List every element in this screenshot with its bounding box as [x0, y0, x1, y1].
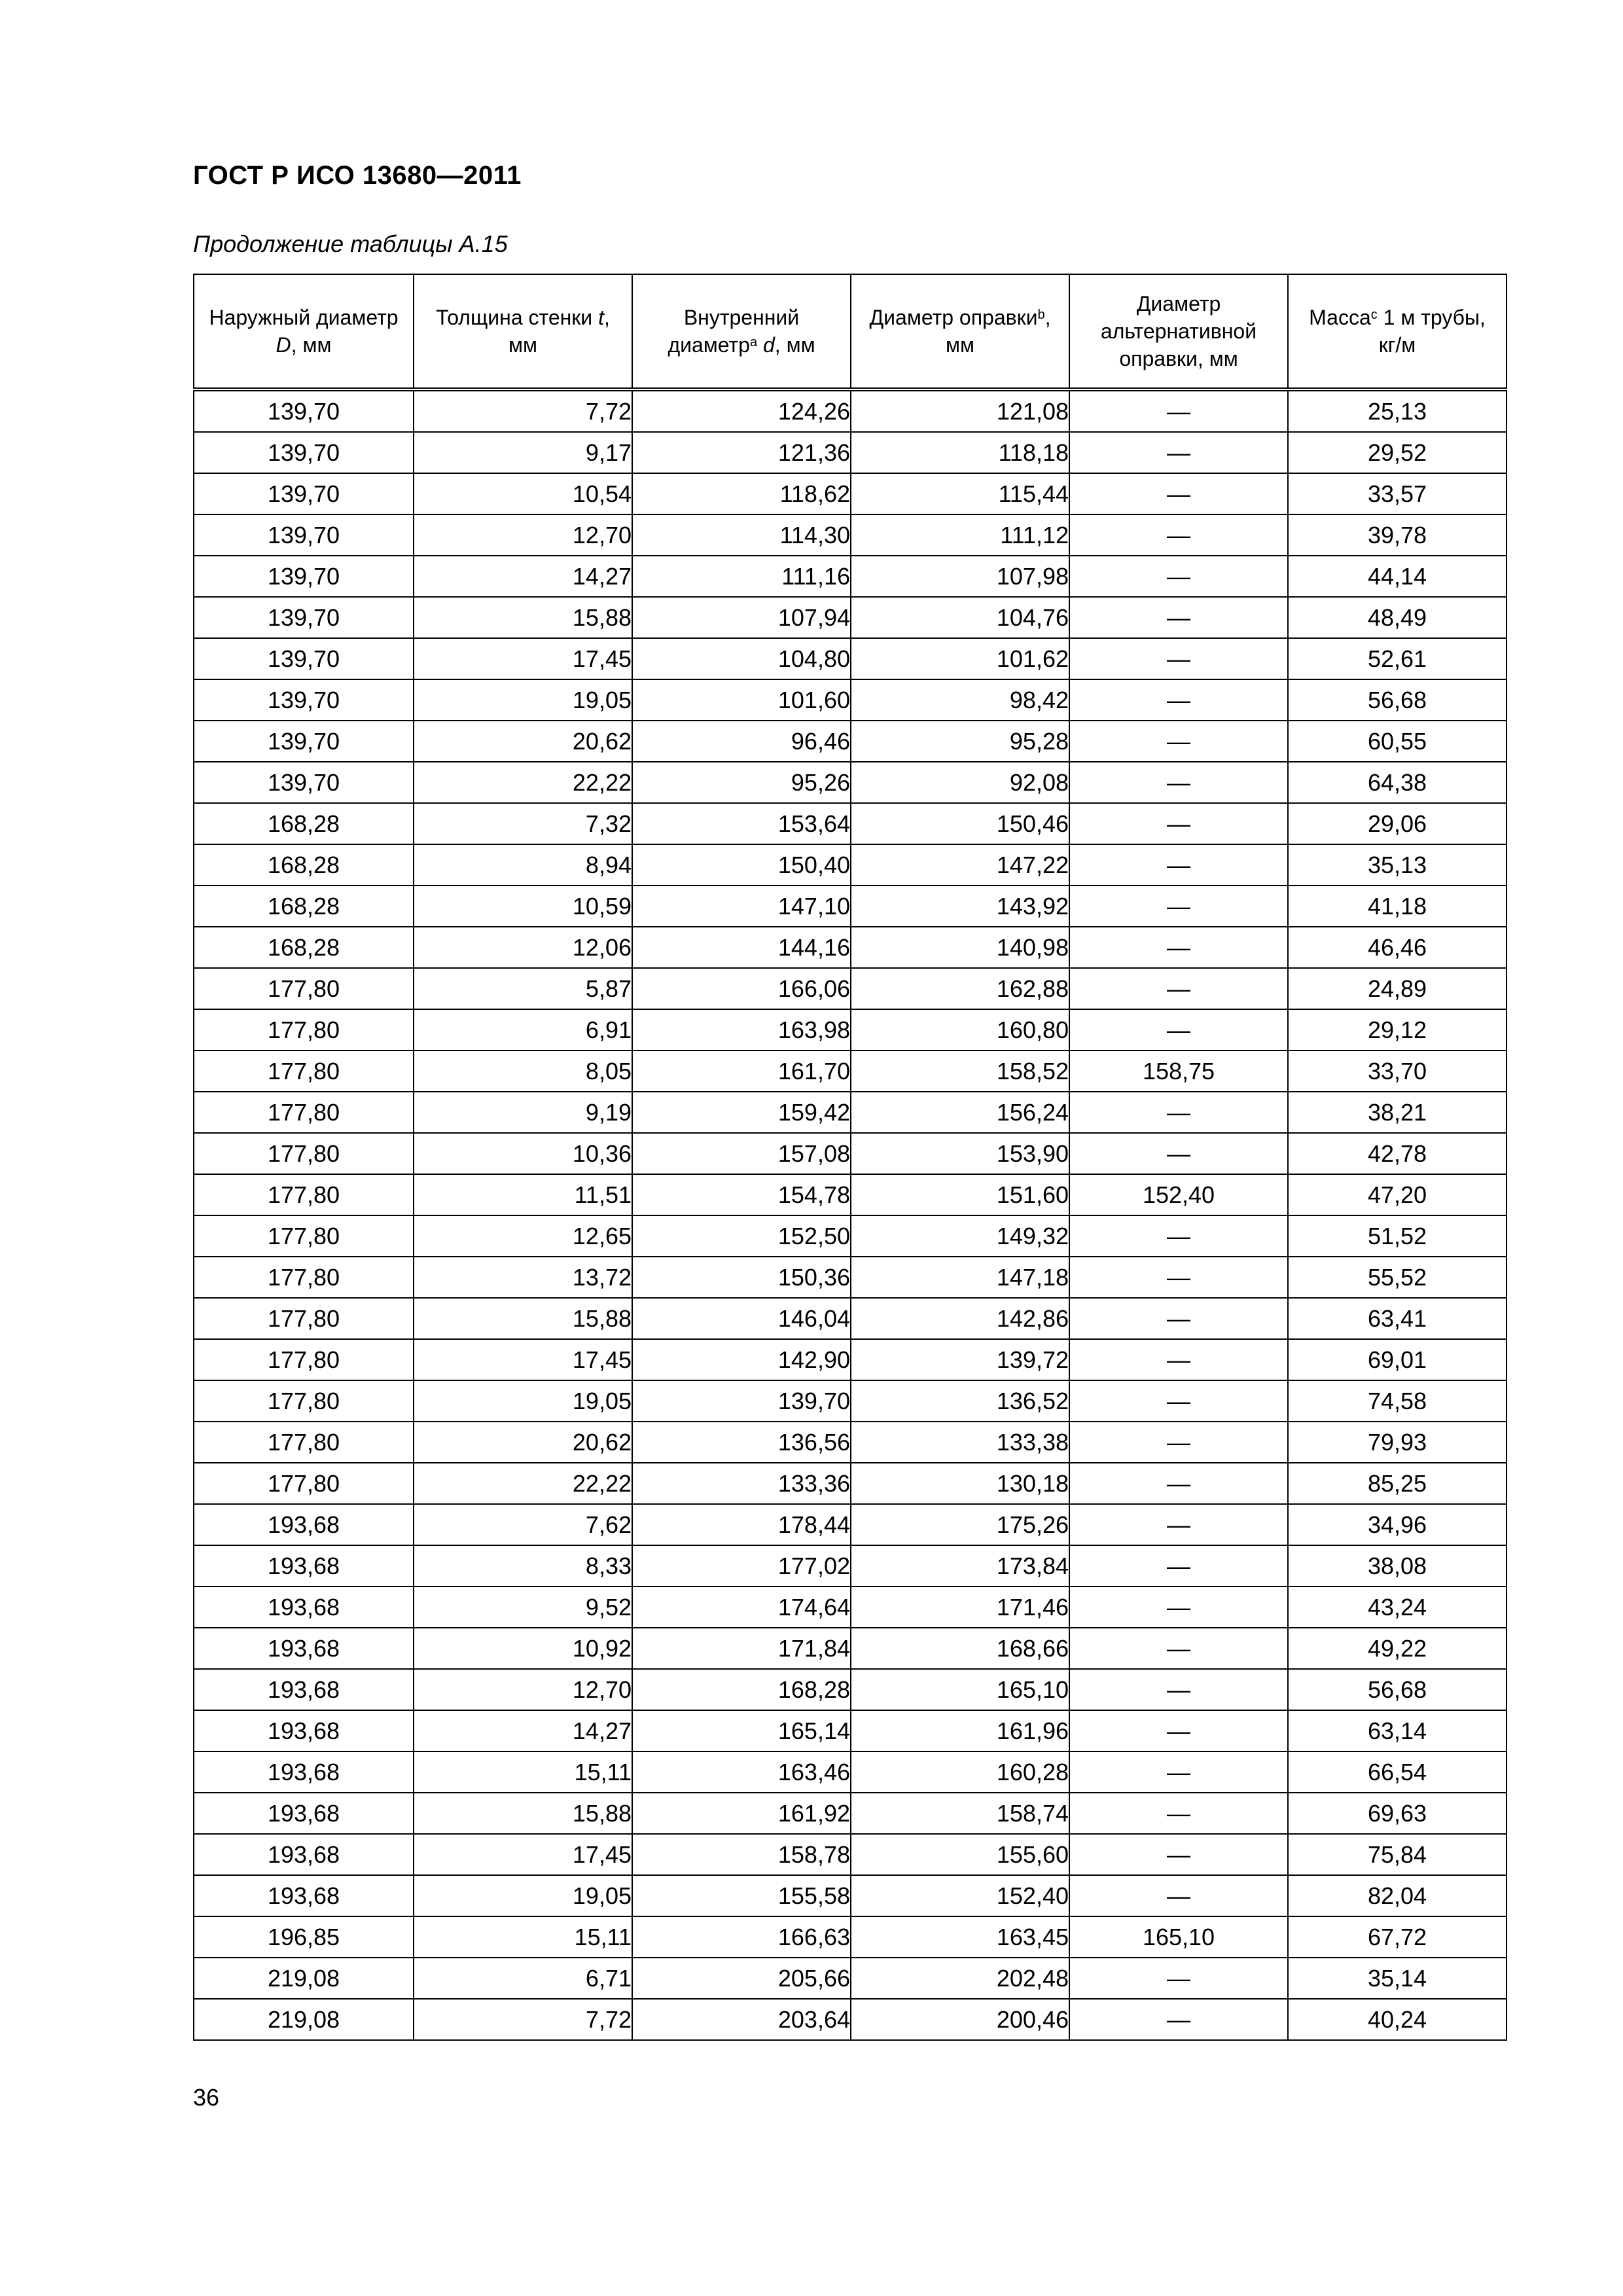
cell-wall-thickness: 10,92 — [414, 1628, 632, 1669]
cell-outer-diameter: 219,08 — [194, 1999, 414, 2040]
cell-mass: 75,84 — [1288, 1834, 1507, 1875]
cell-outer-diameter: 177,80 — [194, 1050, 414, 1092]
cell-inner-diameter: 139,70 — [632, 1380, 851, 1422]
cell-alt-mandrel-diameter: — — [1069, 638, 1288, 679]
cell-mandrel-diameter: 95,28 — [851, 721, 1069, 762]
cell-inner-diameter: 133,36 — [632, 1463, 851, 1504]
table-row — [194, 1958, 1507, 1999]
cell-mandrel-diameter: 160,80 — [851, 1009, 1069, 1050]
cell-wall-thickness: 17,45 — [414, 638, 632, 679]
table-row — [194, 1009, 1507, 1050]
cell-wall-thickness: 9,17 — [414, 432, 632, 473]
cell-alt-mandrel-diameter: — — [1069, 1215, 1288, 1257]
cell-inner-diameter: 107,94 — [632, 597, 851, 638]
header-mass: Масса$^c$ 1 м трубы, кг/м — [1288, 274, 1507, 389]
cell-alt-mandrel-diameter: — — [1069, 1092, 1288, 1133]
cell-mandrel-diameter: 152,40 — [851, 1875, 1069, 1916]
cell-wall-thickness: 15,88 — [414, 1298, 632, 1339]
cell-mandrel-diameter: 104,76 — [851, 597, 1069, 638]
cell-mass: 24,89 — [1288, 968, 1507, 1009]
cell-mass: 56,68 — [1288, 679, 1507, 721]
cell-alt-mandrel-diameter: — — [1069, 721, 1288, 762]
cell-mandrel-diameter: 158,74 — [851, 1793, 1069, 1834]
pipe-dimensions-table — [193, 274, 1507, 2041]
cell-inner-diameter: 159,42 — [632, 1092, 851, 1133]
cell-outer-diameter: 177,80 — [194, 1422, 414, 1463]
cell-inner-diameter: 144,16 — [632, 927, 851, 968]
table-body — [194, 389, 1507, 2040]
cell-inner-diameter: 163,46 — [632, 1751, 851, 1793]
cell-wall-thickness: 6,71 — [414, 1958, 632, 1999]
page-number: 36 — [193, 2084, 220, 2111]
cell-mandrel-diameter: 142,86 — [851, 1298, 1069, 1339]
cell-mandrel-diameter: 140,98 — [851, 927, 1069, 968]
cell-mass: 42,78 — [1288, 1133, 1507, 1174]
cell-mass: 47,20 — [1288, 1174, 1507, 1215]
cell-wall-thickness: 22,22 — [414, 762, 632, 803]
cell-inner-diameter: 101,60 — [632, 679, 851, 721]
cell-alt-mandrel-diameter: — — [1069, 762, 1288, 803]
cell-mass: 29,06 — [1288, 803, 1507, 844]
table-row — [194, 1916, 1507, 1958]
cell-mass: 35,14 — [1288, 1958, 1507, 1999]
table-header-row — [194, 274, 1507, 389]
cell-alt-mandrel-diameter: — — [1069, 1504, 1288, 1545]
cell-mandrel-diameter: 165,10 — [851, 1669, 1069, 1710]
cell-outer-diameter: 193,68 — [194, 1834, 414, 1875]
cell-mandrel-diameter: 121,08 — [851, 389, 1069, 432]
cell-outer-diameter: 139,70 — [194, 473, 414, 514]
cell-inner-diameter: 104,80 — [632, 638, 851, 679]
cell-mandrel-diameter: 162,88 — [851, 968, 1069, 1009]
cell-inner-diameter: 114,30 — [632, 514, 851, 556]
cell-wall-thickness: 12,70 — [414, 514, 632, 556]
table-row — [194, 1463, 1507, 1504]
cell-mandrel-diameter: 156,24 — [851, 1092, 1069, 1133]
cell-inner-diameter: 205,66 — [632, 1958, 851, 1999]
cell-alt-mandrel-diameter: — — [1069, 968, 1288, 1009]
cell-alt-mandrel-diameter: — — [1069, 1257, 1288, 1298]
cell-inner-diameter: 165,14 — [632, 1710, 851, 1751]
table-row — [194, 1587, 1507, 1628]
cell-wall-thickness: 9,52 — [414, 1587, 632, 1628]
cell-wall-thickness: 19,05 — [414, 679, 632, 721]
cell-alt-mandrel-diameter: — — [1069, 1834, 1288, 1875]
cell-outer-diameter: 168,28 — [194, 927, 414, 968]
cell-mandrel-diameter: 101,62 — [851, 638, 1069, 679]
cell-mandrel-diameter: 158,52 — [851, 1050, 1069, 1092]
cell-outer-diameter: 139,70 — [194, 638, 414, 679]
cell-alt-mandrel-diameter: 165,10 — [1069, 1916, 1288, 1958]
header-outer-diameter: Наружный диаметр D, мм — [194, 274, 414, 389]
table-row — [194, 1257, 1507, 1298]
cell-wall-thickness: 13,72 — [414, 1257, 632, 1298]
cell-mandrel-diameter: 98,42 — [851, 679, 1069, 721]
cell-mass: 29,12 — [1288, 1009, 1507, 1050]
cell-inner-diameter: 166,06 — [632, 968, 851, 1009]
cell-alt-mandrel-diameter: — — [1069, 886, 1288, 927]
cell-outer-diameter: 193,68 — [194, 1875, 414, 1916]
cell-mandrel-diameter: 130,18 — [851, 1463, 1069, 1504]
cell-outer-diameter: 177,80 — [194, 1339, 414, 1380]
cell-outer-diameter: 139,70 — [194, 679, 414, 721]
cell-outer-diameter: 139,70 — [194, 762, 414, 803]
cell-mass: 51,52 — [1288, 1215, 1507, 1257]
cell-wall-thickness: 12,65 — [414, 1215, 632, 1257]
cell-alt-mandrel-diameter: — — [1069, 1875, 1288, 1916]
cell-wall-thickness: 11,51 — [414, 1174, 632, 1215]
cell-wall-thickness: 8,05 — [414, 1050, 632, 1092]
cell-alt-mandrel-diameter: — — [1069, 1669, 1288, 1710]
cell-alt-mandrel-diameter: — — [1069, 1463, 1288, 1504]
cell-mandrel-diameter: 133,38 — [851, 1422, 1069, 1463]
cell-wall-thickness: 10,36 — [414, 1133, 632, 1174]
cell-mandrel-diameter: 111,12 — [851, 514, 1069, 556]
cell-wall-thickness: 7,72 — [414, 389, 632, 432]
cell-inner-diameter: 146,04 — [632, 1298, 851, 1339]
table-row — [194, 762, 1507, 803]
cell-mandrel-diameter: 160,28 — [851, 1751, 1069, 1793]
cell-mandrel-diameter: 92,08 — [851, 762, 1069, 803]
cell-wall-thickness: 14,27 — [414, 1710, 632, 1751]
header-wall-thickness: Толщина стенки t, мм — [414, 274, 632, 389]
cell-wall-thickness: 5,87 — [414, 968, 632, 1009]
cell-mandrel-diameter: 155,60 — [851, 1834, 1069, 1875]
cell-inner-diameter: 124,26 — [632, 389, 851, 432]
cell-wall-thickness: 10,54 — [414, 473, 632, 514]
cell-outer-diameter: 193,68 — [194, 1587, 414, 1628]
table-row — [194, 1834, 1507, 1875]
cell-alt-mandrel-diameter: — — [1069, 597, 1288, 638]
cell-mass: 60,55 — [1288, 721, 1507, 762]
cell-outer-diameter: 139,70 — [194, 597, 414, 638]
table-row — [194, 1793, 1507, 1834]
cell-mass: 63,41 — [1288, 1298, 1507, 1339]
cell-wall-thickness: 15,11 — [414, 1751, 632, 1793]
cell-wall-thickness: 17,45 — [414, 1339, 632, 1380]
cell-mass: 41,18 — [1288, 886, 1507, 927]
cell-mass: 64,38 — [1288, 762, 1507, 803]
cell-mass: 43,24 — [1288, 1587, 1507, 1628]
cell-mandrel-diameter: 136,52 — [851, 1380, 1069, 1422]
cell-outer-diameter: 139,70 — [194, 389, 414, 432]
cell-mass: 39,78 — [1288, 514, 1507, 556]
cell-outer-diameter: 177,80 — [194, 1009, 414, 1050]
table-row — [194, 1999, 1507, 2040]
cell-outer-diameter: 168,28 — [194, 844, 414, 886]
cell-mandrel-diameter: 115,44 — [851, 473, 1069, 514]
cell-wall-thickness: 8,33 — [414, 1545, 632, 1587]
table-row — [194, 556, 1507, 597]
cell-mass: 49,22 — [1288, 1628, 1507, 1669]
table-row — [194, 597, 1507, 638]
cell-outer-diameter: 177,80 — [194, 1463, 414, 1504]
cell-mass: 29,52 — [1288, 432, 1507, 473]
cell-inner-diameter: 157,08 — [632, 1133, 851, 1174]
header-inner-diameter: Внутренний диаметр$^a$ d, мм — [632, 274, 851, 389]
cell-inner-diameter: 150,40 — [632, 844, 851, 886]
table-row — [194, 1133, 1507, 1174]
table-row — [194, 844, 1507, 886]
cell-mass: 40,24 — [1288, 1999, 1507, 2040]
cell-mandrel-diameter: 149,32 — [851, 1215, 1069, 1257]
cell-mass: 74,58 — [1288, 1380, 1507, 1422]
table-row — [194, 1050, 1507, 1092]
cell-outer-diameter: 193,68 — [194, 1545, 414, 1587]
cell-wall-thickness: 12,70 — [414, 1669, 632, 1710]
table-row — [194, 1174, 1507, 1215]
cell-wall-thickness: 7,62 — [414, 1504, 632, 1545]
cell-alt-mandrel-diameter: — — [1069, 556, 1288, 597]
cell-alt-mandrel-diameter: — — [1069, 1422, 1288, 1463]
cell-outer-diameter: 177,80 — [194, 1380, 414, 1422]
cell-mass: 35,13 — [1288, 844, 1507, 886]
cell-wall-thickness: 7,72 — [414, 1999, 632, 2040]
table-row — [194, 1875, 1507, 1916]
table-row — [194, 473, 1507, 514]
cell-outer-diameter: 177,80 — [194, 1298, 414, 1339]
cell-mass: 33,57 — [1288, 473, 1507, 514]
table-row — [194, 886, 1507, 927]
cell-alt-mandrel-diameter: — — [1069, 1545, 1288, 1587]
table-row — [194, 803, 1507, 844]
cell-mass: 69,01 — [1288, 1339, 1507, 1380]
cell-outer-diameter: 193,68 — [194, 1710, 414, 1751]
table-caption: Продолжение таблицы А.15 — [193, 230, 508, 257]
cell-alt-mandrel-diameter: — — [1069, 1587, 1288, 1628]
cell-outer-diameter: 139,70 — [194, 721, 414, 762]
cell-mandrel-diameter: 118,18 — [851, 432, 1069, 473]
cell-mass: 48,49 — [1288, 597, 1507, 638]
cell-wall-thickness: 14,27 — [414, 556, 632, 597]
cell-mass: 85,25 — [1288, 1463, 1507, 1504]
cell-wall-thickness: 7,32 — [414, 803, 632, 844]
cell-alt-mandrel-diameter: — — [1069, 844, 1288, 886]
cell-inner-diameter: 147,10 — [632, 886, 851, 927]
cell-mandrel-diameter: 163,45 — [851, 1916, 1069, 1958]
cell-wall-thickness: 22,22 — [414, 1463, 632, 1504]
cell-inner-diameter: 136,56 — [632, 1422, 851, 1463]
cell-mass: 44,14 — [1288, 556, 1507, 597]
cell-mandrel-diameter: 147,18 — [851, 1257, 1069, 1298]
cell-alt-mandrel-diameter: — — [1069, 432, 1288, 473]
cell-mandrel-diameter: 202,48 — [851, 1958, 1069, 1999]
cell-outer-diameter: 193,68 — [194, 1751, 414, 1793]
cell-alt-mandrel-diameter: — — [1069, 1298, 1288, 1339]
cell-mandrel-diameter: 107,98 — [851, 556, 1069, 597]
cell-inner-diameter: 178,44 — [632, 1504, 851, 1545]
cell-mandrel-diameter: 171,46 — [851, 1587, 1069, 1628]
cell-mandrel-diameter: 168,66 — [851, 1628, 1069, 1669]
cell-mass: 52,61 — [1288, 638, 1507, 679]
cell-mass: 33,70 — [1288, 1050, 1507, 1092]
cell-alt-mandrel-diameter: — — [1069, 1999, 1288, 2040]
cell-wall-thickness: 8,94 — [414, 844, 632, 886]
cell-alt-mandrel-diameter: — — [1069, 1793, 1288, 1834]
cell-mandrel-diameter: 151,60 — [851, 1174, 1069, 1215]
cell-inner-diameter: 166,63 — [632, 1916, 851, 1958]
cell-inner-diameter: 177,02 — [632, 1545, 851, 1587]
table-row — [194, 1669, 1507, 1710]
cell-mass: 34,96 — [1288, 1504, 1507, 1545]
cell-mandrel-diameter: 200,46 — [851, 1999, 1069, 2040]
cell-outer-diameter: 193,68 — [194, 1504, 414, 1545]
cell-outer-diameter: 193,68 — [194, 1793, 414, 1834]
table-row — [194, 1215, 1507, 1257]
cell-outer-diameter: 168,28 — [194, 803, 414, 844]
cell-alt-mandrel-diameter: — — [1069, 514, 1288, 556]
cell-mass: 82,04 — [1288, 1875, 1507, 1916]
table-row — [194, 1628, 1507, 1669]
cell-mandrel-diameter: 150,46 — [851, 803, 1069, 844]
cell-inner-diameter: 155,58 — [632, 1875, 851, 1916]
cell-mandrel-diameter: 139,72 — [851, 1339, 1069, 1380]
cell-inner-diameter: 154,78 — [632, 1174, 851, 1215]
header-mandrel-diameter: Диаметр оправки$^b$, мм — [851, 274, 1069, 389]
cell-mass: 67,72 — [1288, 1916, 1507, 1958]
table-row — [194, 638, 1507, 679]
cell-inner-diameter: 111,16 — [632, 556, 851, 597]
cell-mass: 79,93 — [1288, 1422, 1507, 1463]
cell-inner-diameter: 95,26 — [632, 762, 851, 803]
cell-wall-thickness: 10,59 — [414, 886, 632, 927]
cell-outer-diameter: 168,28 — [194, 886, 414, 927]
table-row — [194, 968, 1507, 1009]
table-row — [194, 1545, 1507, 1587]
cell-outer-diameter: 177,80 — [194, 1257, 414, 1298]
cell-wall-thickness: 19,05 — [414, 1380, 632, 1422]
cell-wall-thickness: 12,06 — [414, 927, 632, 968]
cell-wall-thickness: 15,88 — [414, 1793, 632, 1834]
cell-outer-diameter: 139,70 — [194, 514, 414, 556]
cell-mass: 55,52 — [1288, 1257, 1507, 1298]
cell-mass: 66,54 — [1288, 1751, 1507, 1793]
cell-wall-thickness: 20,62 — [414, 1422, 632, 1463]
header-alt-mandrel-diameter: Диаметр альтернативной оправки, мм — [1069, 274, 1288, 389]
cell-inner-diameter: 152,50 — [632, 1215, 851, 1257]
cell-inner-diameter: 153,64 — [632, 803, 851, 844]
cell-inner-diameter: 174,64 — [632, 1587, 851, 1628]
cell-inner-diameter: 142,90 — [632, 1339, 851, 1380]
cell-outer-diameter: 193,68 — [194, 1628, 414, 1669]
cell-mass: 38,08 — [1288, 1545, 1507, 1587]
cell-outer-diameter: 177,80 — [194, 1215, 414, 1257]
cell-outer-diameter: 193,68 — [194, 1669, 414, 1710]
table-row — [194, 1751, 1507, 1793]
cell-inner-diameter: 96,46 — [632, 721, 851, 762]
table-row — [194, 721, 1507, 762]
cell-outer-diameter: 139,70 — [194, 556, 414, 597]
table-row — [194, 1298, 1507, 1339]
cell-outer-diameter: 177,80 — [194, 1174, 414, 1215]
cell-inner-diameter: 161,70 — [632, 1050, 851, 1092]
cell-alt-mandrel-diameter: — — [1069, 473, 1288, 514]
cell-outer-diameter: 139,70 — [194, 432, 414, 473]
cell-alt-mandrel-diameter: — — [1069, 1133, 1288, 1174]
cell-mandrel-diameter: 173,84 — [851, 1545, 1069, 1587]
cell-alt-mandrel-diameter: 158,75 — [1069, 1050, 1288, 1092]
cell-alt-mandrel-diameter: — — [1069, 1710, 1288, 1751]
cell-alt-mandrel-diameter: — — [1069, 803, 1288, 844]
cell-inner-diameter: 150,36 — [632, 1257, 851, 1298]
cell-inner-diameter: 118,62 — [632, 473, 851, 514]
table-row — [194, 1504, 1507, 1545]
cell-wall-thickness: 6,91 — [414, 1009, 632, 1050]
cell-mandrel-diameter: 161,96 — [851, 1710, 1069, 1751]
cell-alt-mandrel-diameter: — — [1069, 389, 1288, 432]
cell-alt-mandrel-diameter: — — [1069, 1380, 1288, 1422]
cell-inner-diameter: 203,64 — [632, 1999, 851, 2040]
table-row — [194, 1092, 1507, 1133]
cell-alt-mandrel-diameter: — — [1069, 679, 1288, 721]
cell-mass: 38,21 — [1288, 1092, 1507, 1133]
table-row — [194, 1422, 1507, 1463]
cell-wall-thickness: 15,11 — [414, 1916, 632, 1958]
cell-alt-mandrel-diameter: — — [1069, 1009, 1288, 1050]
cell-inner-diameter: 121,36 — [632, 432, 851, 473]
cell-outer-diameter: 177,80 — [194, 1092, 414, 1133]
cell-outer-diameter: 177,80 — [194, 968, 414, 1009]
table-row — [194, 1339, 1507, 1380]
cell-inner-diameter: 161,92 — [632, 1793, 851, 1834]
table-row — [194, 432, 1507, 473]
cell-alt-mandrel-diameter: 152,40 — [1069, 1174, 1288, 1215]
table-row — [194, 1380, 1507, 1422]
cell-mass: 63,14 — [1288, 1710, 1507, 1751]
cell-mass: 25,13 — [1288, 389, 1507, 432]
cell-alt-mandrel-diameter: — — [1069, 1958, 1288, 1999]
cell-mandrel-diameter: 153,90 — [851, 1133, 1069, 1174]
table-row — [194, 514, 1507, 556]
table-row — [194, 1710, 1507, 1751]
document-title: ГОСТ Р ИСО 13680—2011 — [193, 161, 522, 190]
cell-mass: 69,63 — [1288, 1793, 1507, 1834]
cell-alt-mandrel-diameter: — — [1069, 1339, 1288, 1380]
cell-outer-diameter: 196,85 — [194, 1916, 414, 1958]
cell-inner-diameter: 158,78 — [632, 1834, 851, 1875]
table-row — [194, 679, 1507, 721]
cell-wall-thickness: 17,45 — [414, 1834, 632, 1875]
cell-alt-mandrel-diameter: — — [1069, 927, 1288, 968]
cell-wall-thickness: 9,19 — [414, 1092, 632, 1133]
cell-wall-thickness: 15,88 — [414, 597, 632, 638]
cell-mass: 56,68 — [1288, 1669, 1507, 1710]
cell-outer-diameter: 219,08 — [194, 1958, 414, 1999]
cell-inner-diameter: 171,84 — [632, 1628, 851, 1669]
cell-alt-mandrel-diameter: — — [1069, 1628, 1288, 1669]
cell-wall-thickness: 20,62 — [414, 721, 632, 762]
cell-inner-diameter: 168,28 — [632, 1669, 851, 1710]
cell-inner-diameter: 163,98 — [632, 1009, 851, 1050]
cell-mandrel-diameter: 147,22 — [851, 844, 1069, 886]
table-row — [194, 389, 1507, 432]
cell-mandrel-diameter: 175,26 — [851, 1504, 1069, 1545]
cell-alt-mandrel-diameter: — — [1069, 1751, 1288, 1793]
table-row — [194, 927, 1507, 968]
cell-mandrel-diameter: 143,92 — [851, 886, 1069, 927]
cell-wall-thickness: 19,05 — [414, 1875, 632, 1916]
cell-mass: 46,46 — [1288, 927, 1507, 968]
cell-outer-diameter: 177,80 — [194, 1133, 414, 1174]
